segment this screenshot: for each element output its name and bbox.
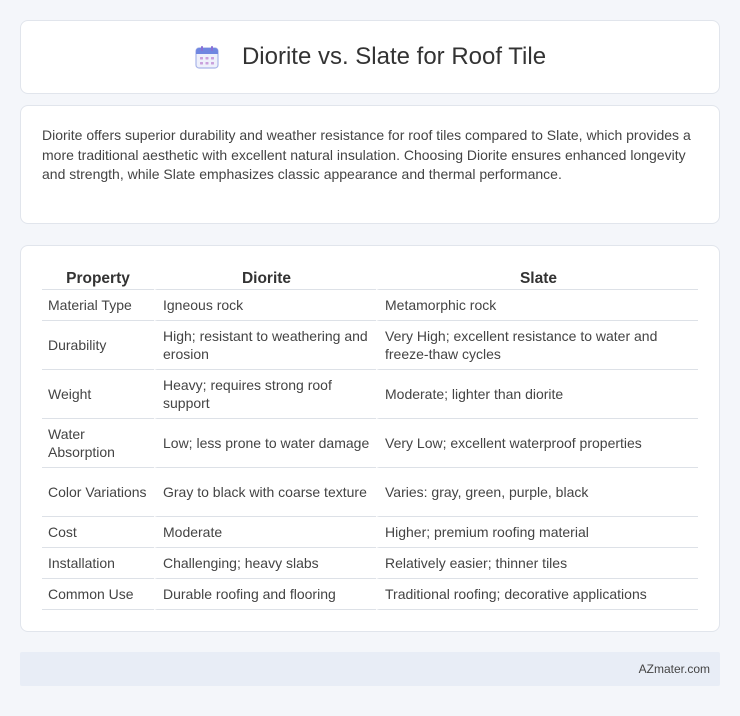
- property-cell: Cost: [42, 517, 154, 548]
- column-header-slate: Slate: [376, 264, 698, 290]
- title-card: [20, 20, 720, 94]
- table-row: [42, 290, 698, 321]
- property-cell: Material Type: [42, 290, 154, 321]
- comparison-table: [42, 264, 698, 610]
- table-header-row: [42, 264, 698, 290]
- summary-text: Diorite offers superior durability and weather resistance for roof tiles compared to Slate, which provides a more traditional aesthetic with excellent natural insulation. Choosing Diorite ensures enhanced longevity and strength, while Slate emphasizes classic appearance and thermal performance.: [42, 127, 691, 182]
- table-row: [42, 419, 698, 468]
- property-cell: Installation: [42, 548, 154, 579]
- property-cell: Water Absorption: [42, 419, 154, 468]
- footer-brand: AZmater.com: [638, 662, 710, 676]
- diorite-cell: Gray to black with coarse texture: [154, 468, 376, 517]
- diorite-cell: Durable roofing and flooring: [154, 579, 376, 610]
- table-row: [42, 468, 698, 517]
- table-row: [42, 579, 698, 610]
- calendar-icon: [194, 44, 220, 70]
- summary-card: [20, 105, 720, 224]
- diorite-cell: Heavy; requires strong roof support: [154, 370, 376, 419]
- footer-bar: [20, 652, 720, 686]
- slate-cell: Traditional roofing; decorative applications: [376, 579, 698, 610]
- slate-cell: Very Low; excellent waterproof properties: [376, 419, 698, 468]
- column-header-diorite: Diorite: [154, 264, 376, 290]
- diorite-cell: Low; less prone to water damage: [154, 419, 376, 468]
- slate-cell: Varies: gray, green, purple, black: [376, 468, 698, 517]
- property-cell: Color Variations: [42, 468, 154, 517]
- diorite-cell: Igneous rock: [154, 290, 376, 321]
- page-title: Diorite vs. Slate for Roof Tile: [241, 43, 547, 70]
- table-row: [42, 517, 698, 548]
- column-header-property: Property: [42, 264, 154, 290]
- diorite-cell: High; resistant to weathering and erosion: [154, 321, 376, 370]
- slate-cell: Relatively easier; thinner tiles: [376, 548, 698, 579]
- comparison-card: [20, 245, 720, 632]
- property-cell: Common Use: [42, 579, 154, 610]
- slate-cell: Higher; premium roofing material: [376, 517, 698, 548]
- slate-cell: Metamorphic rock: [376, 290, 698, 321]
- property-cell: Durability: [42, 321, 154, 370]
- slate-cell: Very High; excellent resistance to water and freeze-thaw cycles: [376, 321, 698, 370]
- table-row: [42, 370, 698, 419]
- property-cell: Weight: [42, 370, 154, 419]
- table-row: [42, 321, 698, 370]
- diorite-cell: Challenging; heavy slabs: [154, 548, 376, 579]
- diorite-cell: Moderate: [154, 517, 376, 548]
- table-row: [42, 548, 698, 579]
- slate-cell: Moderate; lighter than diorite: [376, 370, 698, 419]
